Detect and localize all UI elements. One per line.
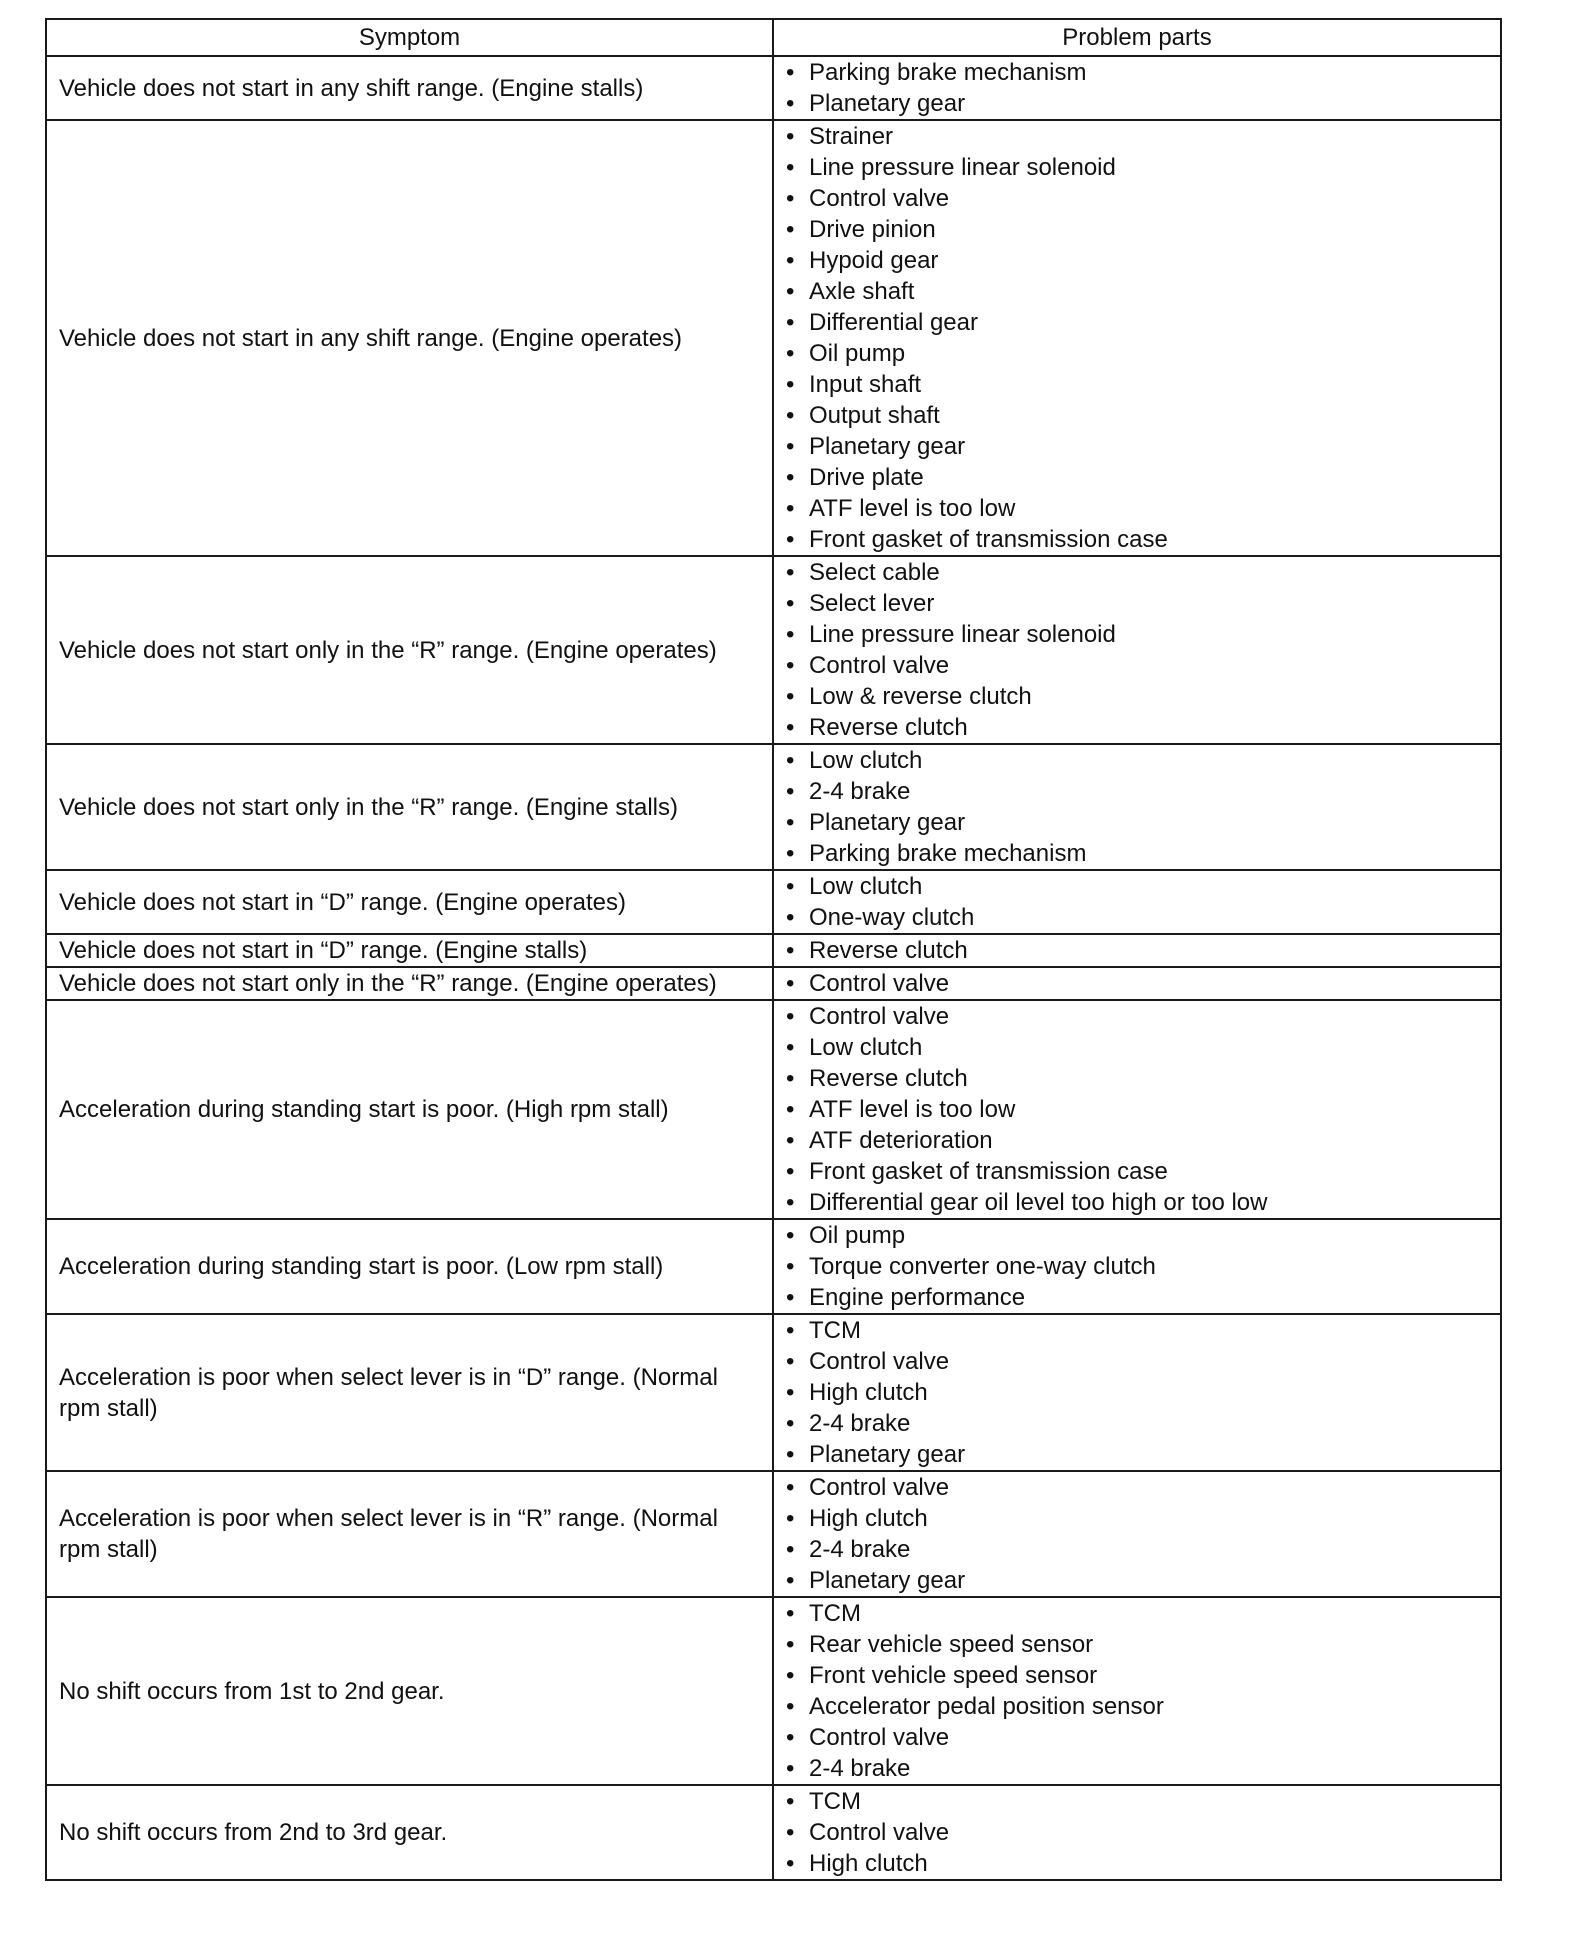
- problem-part-item: • Parking brake mechanism: [784, 57, 1492, 88]
- table-row: [46, 1597, 1501, 1785]
- table-row: [46, 1785, 1501, 1880]
- problem-parts-cell: [773, 1219, 1501, 1314]
- symptom-cell: Vehicle does not start in any shift range. (Engine operates): [46, 120, 773, 556]
- problem-part-item: • Oil pump: [784, 338, 1492, 369]
- problem-part-item: • Front gasket of transmission case: [784, 524, 1492, 555]
- table-row: [46, 744, 1501, 870]
- problem-part-item: • High clutch: [784, 1377, 1492, 1408]
- problem-part-item: • Drive plate: [784, 462, 1492, 493]
- problem-part-item: • Reverse clutch: [784, 1063, 1492, 1094]
- symptom-table: [45, 18, 1502, 1881]
- problem-part-item: • Drive pinion: [784, 214, 1492, 245]
- problem-part-item: • Line pressure linear solenoid: [784, 619, 1492, 650]
- problem-parts-cell: [773, 1597, 1501, 1785]
- symptom-cell: No shift occurs from 2nd to 3rd gear.: [46, 1785, 773, 1880]
- problem-part-item: • Planetary gear: [784, 1439, 1492, 1470]
- problem-part-item: • Oil pump: [784, 1220, 1492, 1251]
- problem-part-item: • Control valve: [784, 1722, 1492, 1753]
- problem-part-item: • Differential gear: [784, 307, 1492, 338]
- problem-part-item: • ATF level is too low: [784, 1094, 1492, 1125]
- problem-parts-list: [784, 121, 1492, 555]
- problem-part-item: • Control valve: [784, 968, 1492, 999]
- problem-part-item: • Reverse clutch: [784, 935, 1492, 966]
- table-row: [46, 120, 1501, 556]
- problem-part-item: • Control valve: [784, 1817, 1492, 1848]
- symptom-cell: Vehicle does not start only in the “R” range. (Engine operates): [46, 967, 773, 1000]
- problem-part-item: • Strainer: [784, 121, 1492, 152]
- table-row: [46, 1471, 1501, 1597]
- problem-parts-list: [784, 1786, 1492, 1879]
- problem-parts-list: [784, 871, 1492, 933]
- table-row: [46, 1314, 1501, 1471]
- problem-part-item: • 2-4 brake: [784, 1534, 1492, 1565]
- problem-part-item: • Planetary gear: [784, 431, 1492, 462]
- problem-part-item: • Control valve: [784, 1001, 1492, 1032]
- problem-part-item: • Control valve: [784, 183, 1492, 214]
- problem-parts-list: [784, 1598, 1492, 1784]
- problem-part-item: • TCM: [784, 1315, 1492, 1346]
- table-row: [46, 1000, 1501, 1219]
- problem-part-item: • Front gasket of transmission case: [784, 1156, 1492, 1187]
- problem-part-item: • Front vehicle speed sensor: [784, 1660, 1492, 1691]
- problem-part-item: • High clutch: [784, 1503, 1492, 1534]
- problem-part-item: • 2-4 brake: [784, 776, 1492, 807]
- problem-part-item: • Rear vehicle speed sensor: [784, 1629, 1492, 1660]
- problem-part-item: • Line pressure linear solenoid: [784, 152, 1492, 183]
- symptom-cell: Vehicle does not start only in the “R” range. (Engine operates): [46, 556, 773, 744]
- table-row: [46, 934, 1501, 967]
- problem-parts-cell: [773, 120, 1501, 556]
- problem-part-item: • Axle shaft: [784, 276, 1492, 307]
- problem-part-item: • Low clutch: [784, 745, 1492, 776]
- problem-part-item: • ATF deterioration: [784, 1125, 1492, 1156]
- problem-part-item: • 2-4 brake: [784, 1753, 1492, 1784]
- problem-part-item: • Low clutch: [784, 871, 1492, 902]
- table-row: [46, 556, 1501, 744]
- problem-part-item: • Low & reverse clutch: [784, 681, 1492, 712]
- problem-parts-cell: [773, 967, 1501, 1000]
- problem-part-item: • Output shaft: [784, 400, 1492, 431]
- problem-part-item: • Control valve: [784, 1346, 1492, 1377]
- problem-part-item: • Accelerator pedal position sensor: [784, 1691, 1492, 1722]
- problem-parts-cell: [773, 556, 1501, 744]
- problem-parts-list: [784, 1315, 1492, 1470]
- problem-part-item: • Input shaft: [784, 369, 1492, 400]
- problem-parts-list: [784, 745, 1492, 869]
- problem-part-item: • Engine performance: [784, 1282, 1492, 1313]
- problem-parts-cell: [773, 744, 1501, 870]
- problem-part-item: • Parking brake mechanism: [784, 838, 1492, 869]
- problem-parts-list: [784, 557, 1492, 743]
- problem-part-item: • TCM: [784, 1598, 1492, 1629]
- problem-part-item: • Hypoid gear: [784, 245, 1492, 276]
- problem-part-item: • Select lever: [784, 588, 1492, 619]
- problem-part-item: • Select cable: [784, 557, 1492, 588]
- symptom-column-header: Symptom: [46, 19, 773, 56]
- problem-part-item: • Low clutch: [784, 1032, 1492, 1063]
- symptom-cell: Acceleration is poor when select lever is in “D” range. (Normal rpm stall): [46, 1314, 773, 1471]
- problem-parts-list: [784, 935, 1492, 966]
- table-row: [46, 967, 1501, 1000]
- symptom-cell: Vehicle does not start in any shift range. (Engine stalls): [46, 56, 773, 120]
- problem-part-item: • ATF level is too low: [784, 493, 1492, 524]
- problem-part-item: • Differential gear oil level too high or too low: [784, 1187, 1492, 1218]
- symptom-cell: Acceleration during standing start is poor. (High rpm stall): [46, 1000, 773, 1219]
- problem-part-item: • Control valve: [784, 1472, 1492, 1503]
- problem-parts-cell: [773, 934, 1501, 967]
- problem-parts-cell: [773, 870, 1501, 934]
- problem-part-item: • Planetary gear: [784, 807, 1492, 838]
- problem-parts-cell: [773, 1000, 1501, 1219]
- symptom-cell: Acceleration is poor when select lever is in “R” range. (Normal rpm stall): [46, 1471, 773, 1597]
- table-row: [46, 1219, 1501, 1314]
- symptom-cell: Vehicle does not start in “D” range. (Engine operates): [46, 870, 773, 934]
- parts-column-header: Problem parts: [773, 19, 1501, 56]
- table-body: [46, 56, 1501, 1880]
- problem-part-item: • High clutch: [784, 1848, 1492, 1879]
- header-row: [46, 19, 1501, 56]
- problem-part-item: • Control valve: [784, 650, 1492, 681]
- problem-parts-cell: [773, 1314, 1501, 1471]
- symptom-cell: No shift occurs from 1st to 2nd gear.: [46, 1597, 773, 1785]
- problem-parts-list: [784, 57, 1492, 119]
- problem-parts-list: [784, 1472, 1492, 1596]
- problem-parts-list: [784, 1220, 1492, 1313]
- symptom-cell: Acceleration during standing start is poor. (Low rpm stall): [46, 1219, 773, 1314]
- problem-parts-cell: [773, 1785, 1501, 1880]
- table-row: [46, 870, 1501, 934]
- problem-parts-cell: [773, 1471, 1501, 1597]
- problem-part-item: • TCM: [784, 1786, 1492, 1817]
- problem-parts-list: [784, 1001, 1492, 1218]
- problem-part-item: • Planetary gear: [784, 1565, 1492, 1596]
- problem-part-item: • Reverse clutch: [784, 712, 1492, 743]
- table-row: [46, 56, 1501, 120]
- problem-part-item: • Planetary gear: [784, 88, 1492, 119]
- symptom-cell: Vehicle does not start only in the “R” range. (Engine stalls): [46, 744, 773, 870]
- symptom-cell: Vehicle does not start in “D” range. (Engine stalls): [46, 934, 773, 967]
- problem-part-item: • Torque converter one-way clutch: [784, 1251, 1492, 1282]
- problem-parts-list: [784, 968, 1492, 999]
- problem-part-item: • One-way clutch: [784, 902, 1492, 933]
- problem-parts-cell: [773, 56, 1501, 120]
- problem-part-item: • 2-4 brake: [784, 1408, 1492, 1439]
